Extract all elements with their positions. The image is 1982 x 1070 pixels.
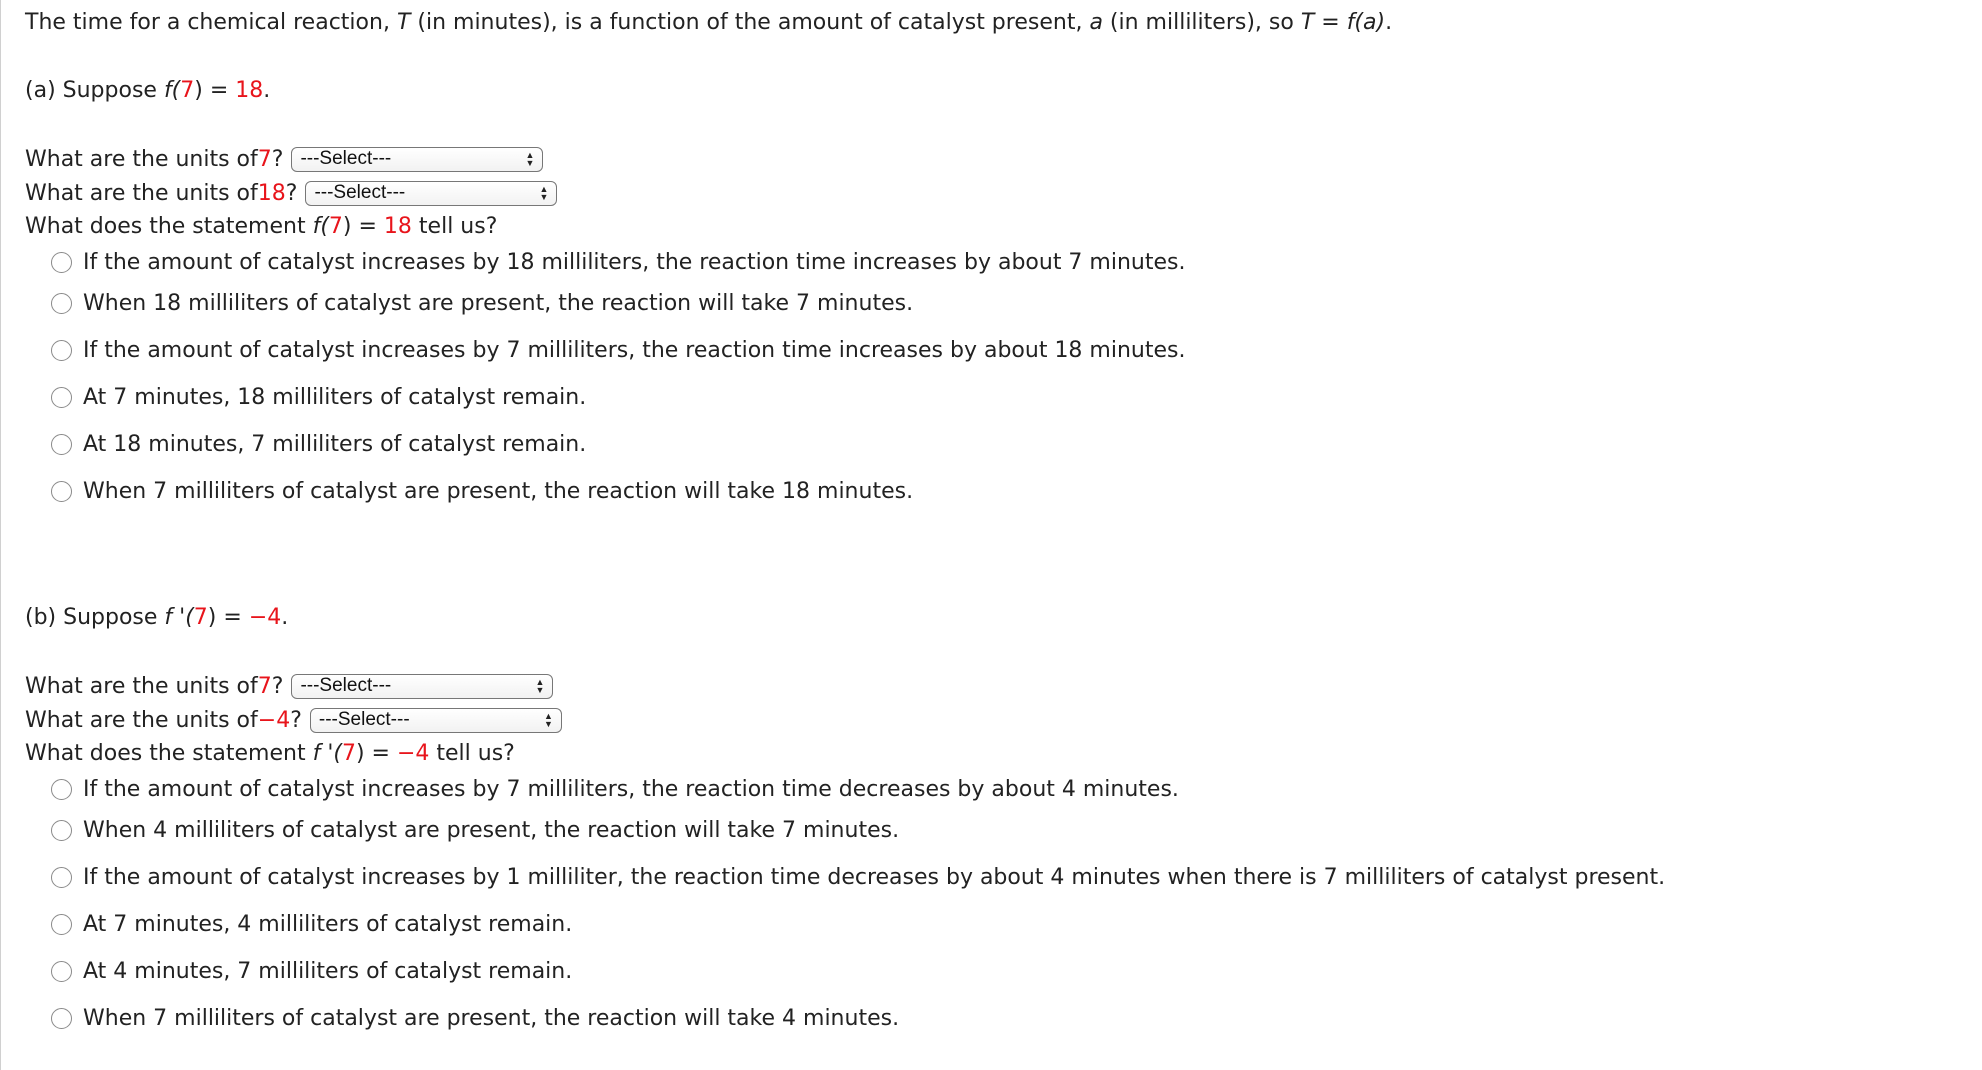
problem-content bbox=[25, 6, 1665, 1042]
radio-button[interactable] bbox=[51, 820, 72, 841]
select-arrows-icon: ▲ ▼ bbox=[539, 184, 549, 202]
part-b-options bbox=[51, 771, 1665, 1042]
intro-text: The time for a chemical reaction, T (in minutes), is a function of the amount of catalyst present, a (in milliliters), so T = f(a). bbox=[25, 10, 1393, 35]
radio-option[interactable]: If the amount of catalyst increases by 18 milliliters, the reaction time increases by about 7 minutes. bbox=[51, 244, 1665, 280]
part-b-question-units-2: What are the units of −4 ? ---Select--- ▲ ▼ bbox=[25, 703, 1665, 737]
radio-option[interactable]: At 7 minutes, 18 milliliters of catalyst remain. bbox=[51, 374, 1665, 421]
radio-option[interactable]: When 4 milliliters of catalyst are present, the reaction will take 7 minutes. bbox=[51, 807, 1665, 854]
part-a-question-units-2: What are the units of 18 ? ---Select--- ▲ ▼ bbox=[25, 176, 1665, 210]
radio-button[interactable] bbox=[51, 252, 72, 273]
select-arrows-icon: ▲ ▼ bbox=[543, 711, 553, 729]
radio-button[interactable] bbox=[51, 961, 72, 982]
part-b-units-7-select[interactable]: ---Select--- ▲ ▼ bbox=[291, 674, 553, 699]
spacer bbox=[25, 515, 1665, 601]
radio-option[interactable]: At 18 minutes, 7 milliliters of catalyst remain. bbox=[51, 421, 1665, 468]
spacer bbox=[25, 108, 1665, 142]
radio-option[interactable]: When 18 milliliters of catalyst are present, the reaction will take 7 minutes. bbox=[51, 280, 1665, 327]
part-a-question-statement: What does the statement f(7) = 18 tell us? bbox=[25, 214, 498, 239]
radio-option[interactable]: At 4 minutes, 7 milliliters of catalyst remain. bbox=[51, 948, 1665, 995]
radio-button[interactable] bbox=[51, 340, 72, 361]
radio-button[interactable] bbox=[51, 387, 72, 408]
select-arrows-icon: ▲ ▼ bbox=[535, 677, 545, 695]
radio-button[interactable] bbox=[51, 779, 72, 800]
part-b-heading: (b) Suppose f '(7) = −4. bbox=[25, 605, 289, 630]
radio-option[interactable]: At 7 minutes, 4 milliliters of catalyst remain. bbox=[51, 901, 1665, 948]
radio-option[interactable]: If the amount of catalyst increases by 1 milliliter, the reaction time decreases by about 4 minutes when there is 7 milliliters of catalyst present. bbox=[51, 854, 1665, 901]
radio-option[interactable]: If the amount of catalyst increases by 7 milliliters, the reaction time decreases by about 4 minutes. bbox=[51, 771, 1665, 807]
part-a-question-units-1: What are the units of 7 ? ---Select--- ▲ ▼ bbox=[25, 142, 1665, 176]
radio-option[interactable]: When 7 milliliters of catalyst are present, the reaction will take 4 minutes. bbox=[51, 995, 1665, 1042]
part-b-question-statement: What does the statement f '(7) = −4 tell us? bbox=[25, 741, 515, 766]
radio-button[interactable] bbox=[51, 481, 72, 502]
radio-button[interactable] bbox=[51, 867, 72, 888]
radio-button[interactable] bbox=[51, 434, 72, 455]
radio-button[interactable] bbox=[51, 914, 72, 935]
radio-option[interactable]: When 7 milliliters of catalyst are present, the reaction will take 18 minutes. bbox=[51, 468, 1665, 515]
part-a-units-18-select[interactable]: ---Select--- ▲ ▼ bbox=[305, 181, 557, 206]
part-a-options bbox=[51, 244, 1665, 515]
select-arrows-icon: ▲ ▼ bbox=[525, 150, 535, 168]
radio-option[interactable]: If the amount of catalyst increases by 7 milliliters, the reaction time increases by about 18 minutes. bbox=[51, 327, 1665, 374]
radio-button[interactable] bbox=[51, 293, 72, 314]
part-a-units-7-select[interactable]: ---Select--- ▲ ▼ bbox=[291, 147, 543, 172]
part-b-question-units-1: What are the units of 7 ? ---Select--- ▲ ▼ bbox=[25, 669, 1665, 703]
radio-button[interactable] bbox=[51, 1008, 72, 1029]
spacer bbox=[25, 40, 1665, 74]
part-a-heading: (a) Suppose f(7) = 18. bbox=[25, 78, 271, 103]
spacer bbox=[25, 635, 1665, 669]
left-border bbox=[0, 0, 1, 1070]
part-b-units-neg4-select[interactable]: ---Select--- ▲ ▼ bbox=[310, 708, 562, 733]
